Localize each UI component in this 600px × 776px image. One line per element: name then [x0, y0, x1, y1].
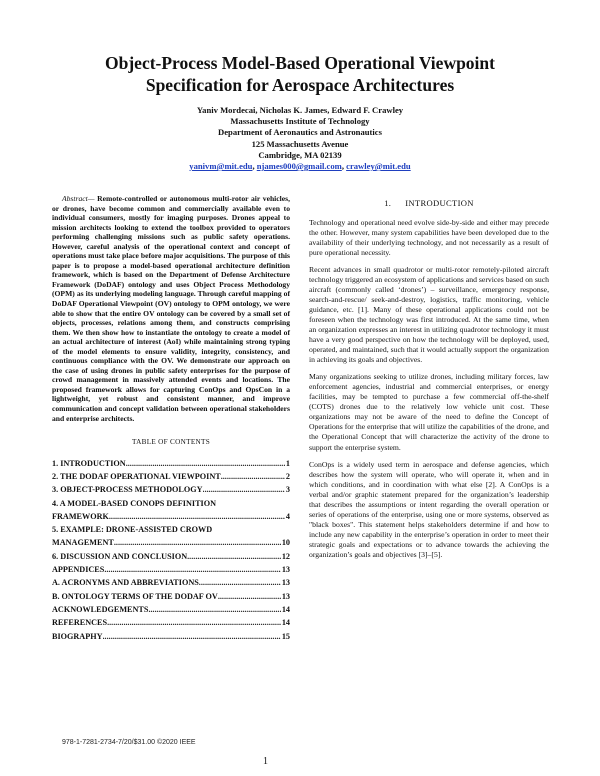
toc-entry[interactable] [52, 510, 290, 523]
toc-entry-page: 3 [285, 485, 290, 495]
abstract-lead: Abstract [62, 194, 88, 203]
section-number: 1. [384, 198, 392, 208]
toc-entry[interactable] [52, 590, 290, 603]
toc-leader-dots [103, 630, 281, 643]
toc-entry-label: MANAGEMENT [52, 538, 114, 548]
toc-entry-page: 1 [285, 458, 290, 468]
toc-leader-dots [203, 483, 285, 496]
toc-entry[interactable] [52, 550, 290, 563]
author-emails [60, 161, 540, 172]
toc-entry-label: BIOGRAPHY [52, 631, 103, 641]
toc-entry-page: 15 [281, 631, 290, 641]
intro-paragraph-4: ConOps is a widely used term in aerospace and defense agencies, which describes how the system will operate, who will operate it, when and in which conditions, and in coordination with what else [2]. A ConOps is a verbal and/or graphic statement prepared for the organization’s leadership that describes the assumptions or intent regarding the overall operation or series of operations of the enterprise, using one or more systems, observed as "black boxes". This statement helps stakeholders determine if and how to include any new capability in the enterprise’s operation in order to meet their strategic goals and expectations or to advance towards the achieving the organization’s goals and objectives [3]–[5]. [309, 459, 549, 559]
title-line-1: Object-Process Model-Based Operational Viewpoint [105, 53, 495, 73]
email-separator: , [252, 161, 257, 172]
toc-entry[interactable] [52, 497, 290, 510]
abstract [52, 194, 290, 423]
address-street: 125 Massachusetts Avenue [251, 138, 349, 149]
affiliation-department: Department of Aeronautics and Astronautics [218, 127, 382, 138]
toc-title: TABLE OF CONTENTS [132, 438, 210, 447]
email-link-mordecai[interactable]: yanivm@mit.edu [189, 161, 253, 172]
toc-entry[interactable] [52, 483, 290, 496]
email-link-crawley[interactable]: crawley@mit.edu [346, 161, 411, 172]
toc-entry[interactable] [52, 563, 290, 576]
toc-entry[interactable] [52, 576, 290, 589]
toc-entry[interactable] [52, 536, 290, 549]
toc-entry-label: 1. INTRODUCTION [52, 458, 126, 468]
email-link-james[interactable]: njames000@gmail.com [256, 161, 342, 172]
toc-entry-page: 13 [281, 565, 290, 575]
toc-entry-label: ACKNOWLEDGEMENTS [52, 604, 149, 614]
toc-entry-label: 3. OBJECT-PROCESS METHODOLOGY [52, 485, 203, 495]
toc-entry-label: 5. EXAMPLE: DRONE-ASSISTED CROWD [52, 525, 213, 535]
toc-entry-label: FRAMEWORK [52, 511, 109, 521]
toc-entry[interactable] [52, 630, 290, 643]
title-line-2: Specification for Aerospace Architectures [145, 75, 455, 95]
toc-entry-label: APPENDICES [52, 565, 105, 575]
section-heading-introduction [309, 199, 549, 209]
toc-leader-dots [218, 590, 281, 603]
toc-entry-page: 13 [281, 591, 290, 601]
toc-leader-dots [199, 576, 281, 589]
toc-entry-label: 6. DISCUSSION AND CONCLUSION [52, 551, 188, 561]
toc-leader-dots [126, 457, 285, 470]
intro-paragraph-1: Technology and operational need evolve side-by-side and either may precede the other. However, many system capabilities have been developed due to the availability of their underlying technology, and not necessarily as a result of pure operational necessity. [309, 217, 549, 257]
page-number: 1 [263, 756, 268, 767]
table-of-contents [52, 457, 290, 643]
abstract-text: Remote-controlled or autonomous multi-rotor air vehicles, or drones, have become common and commercially available even to individual consumers, mostly for imaging purposes. Drones appeal to mission architects looking to extend the toolbox provided to operators performing challenging missions such as public safety operations. However, careful analysis of the operational context and concept of operations must take place before major acquisitions. The purpose of this paper is to propose a model-based operational architecture definition framework, which is based on the Department of Defense Architecture Framework (DoDAF) ontology and uses Object Process Methodology (OPM) as its underlying modeling language. Through careful mapping of DoDAF Operational Viewpoint (OV) ontology to OPM ontology, we were able to show that the entire OV ontology can be covered by a small set of objects, processes, relations among them, and constructs comprising them. We then show how to instantiate the ontology to create a model of an actual architecture of interest (AoI) while maintaining strong typing of the model elements to ensure validity, integrity, consistency, and continuous compliance with the OV. We demonstrate our approach on the case of using drones in public safety enterprises for the purpose of crowd management in massively attended events and locations. The proposed framework allows for capturing ConOps and OpsCon in a lightweight, yet robust and consistent manner, and improve communication and concept validation between operational stakeholders and enterprise architects. [52, 194, 290, 423]
toc-leader-dots [114, 536, 281, 549]
toc-leader-dots [109, 510, 285, 523]
toc-leader-dots [221, 470, 285, 483]
toc-entry-label: 2. THE DODAF OPERATIONAL VIEWPOINT [52, 471, 221, 481]
toc-leader-dots [104, 563, 280, 576]
affiliation-institution: Massachusetts Institute of Technology [230, 116, 370, 127]
toc-entry[interactable] [52, 457, 290, 470]
toc-entry-page: 14 [281, 618, 290, 628]
toc-entry[interactable] [52, 470, 290, 483]
left-column [52, 194, 290, 643]
intro-paragraph-2: Recent advances in small quadrotor or multi-rotor remotely-piloted aircraft technology triggered an ecosystem of applications and services based on such aircraft (commonly called ‘drones’) – surveillance, emergency response, search-and-rescue/ seek-and-destroy, logistics, traffic monitoring, vehicle guidance, etc. [1]. Many of these operational applications could not be foreseen when the technology was first introduced. At the same time, when an organization expresses an interest in utilizing quadrotor technology it must have a very good perspective on how the technology will be deployed, used, operated, and maintained, such that it would actually support the organization in achieving its goals and objectives. [309, 264, 549, 365]
toc-entry-label: A. ACRONYMS AND ABBREVIATIONS [52, 578, 199, 588]
intro-paragraph-3: Many organizations seeking to utilize drones, including military forces, law enforcement agencies, industrial and commercial enterprises, or energy facilities, may be tempted to purchase a few commercial off-the-shelf (COTS) drones due to the relatively low vehicle unit cost. These organizations may not be aware of the need to define the Concept of Operations for the enterprise that will utilize the capabilities of the drone, and the Operational Concept that will characterize the activity of the drone to support the enterprise system. [309, 372, 549, 452]
toc-entry-label: REFERENCES [52, 618, 108, 628]
toc-entry-page: 14 [281, 604, 290, 614]
toc-entry-page: 2 [285, 471, 290, 481]
section-heading-text: INTRODUCTION [405, 198, 474, 208]
toc-leader-dots [187, 550, 281, 563]
toc-entry[interactable] [52, 523, 290, 536]
email-separator: , [341, 161, 347, 172]
right-column [309, 199, 549, 567]
author-names: Yaniv Mordecai, Nicholas K. James, Edward F. Crawley [196, 105, 404, 115]
abstract-dash: — [87, 194, 98, 203]
toc-leader-dots [107, 616, 281, 629]
toc-entry-page: 12 [281, 551, 290, 561]
toc-entry-label: B. ONTOLOGY TERMS OF THE DODAF OV [52, 591, 218, 601]
toc-leader-dots [148, 603, 280, 616]
paper-title [40, 52, 560, 96]
copyright-notice: 978-1-7281-2734-7/20/$31.00 ©2020 IEEE [62, 739, 196, 746]
toc-entry-page: 10 [281, 538, 290, 548]
address-city: Cambridge, MA 02139 [258, 149, 342, 160]
toc-entry[interactable] [52, 616, 290, 629]
toc-entry[interactable] [52, 603, 290, 616]
toc-entry-label: 4. A MODEL-BASED CONOPS DEFINITION [52, 498, 217, 508]
toc-entry-page: 13 [281, 578, 290, 588]
toc-entry-page: 4 [285, 511, 290, 521]
author-block [60, 105, 540, 172]
